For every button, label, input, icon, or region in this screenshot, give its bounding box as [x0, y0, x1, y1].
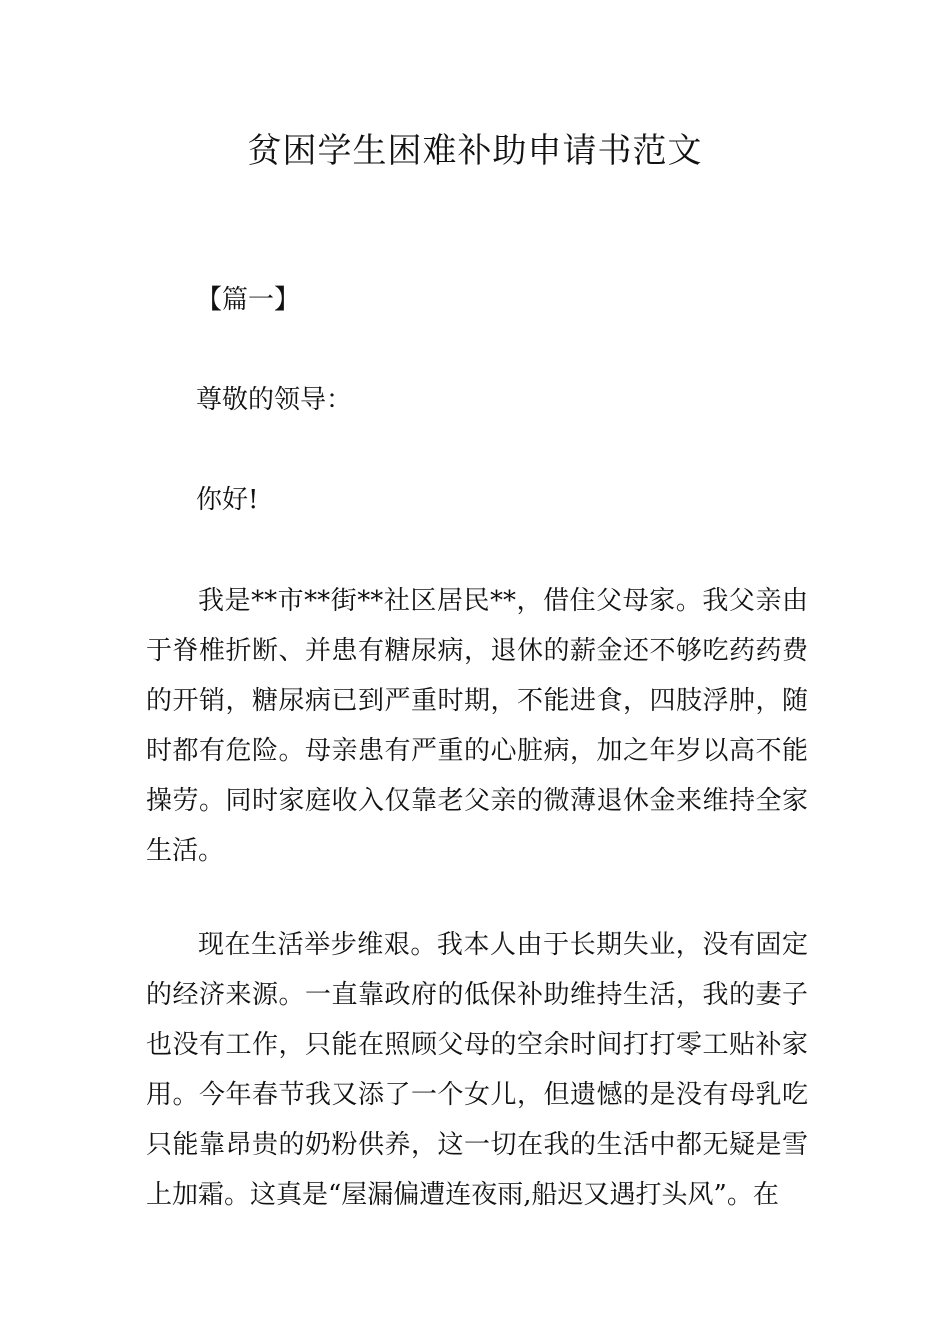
- document-title: 贫困学生困难补助申请书范文: [247, 131, 703, 171]
- body-paragraph-2: 现在生活举步维艰。我本人由于长期失业，没有固定的经济来源。一直靠政府的低保补助维持生活，我的妻子也没有工作，只能在照顾父母的空余时间打打零工贴补家用。今年春节我又添了一个女儿，但遗憾的是没有母乳吃只能靠昂贵的奶粉供养，这一切在我的生活中都无疑是雪上加霜。这真是“屋漏偏遭连夜雨,船迟又遇打头风”。在: [146, 930, 808, 1210]
- salutation: 尊敬的领导：: [196, 385, 353, 415]
- section-label: 【篇一】: [196, 285, 301, 315]
- body-paragraph-1: 我是**市**街**社区居民**，借住父母家。我父亲由于脊椎折断、并患有糖尿病，退休的薪金还不够吃药药费的开销，糖尿病已到严重时期，不能进食，四肢浮肿，随时都有危险。母亲患有严重的心脏病，加之年岁以高不能操劳。同时家庭收入仅靠老父亲的微薄退休金来维持全家生活。: [146, 586, 808, 866]
- greeting: 你好!: [196, 485, 259, 515]
